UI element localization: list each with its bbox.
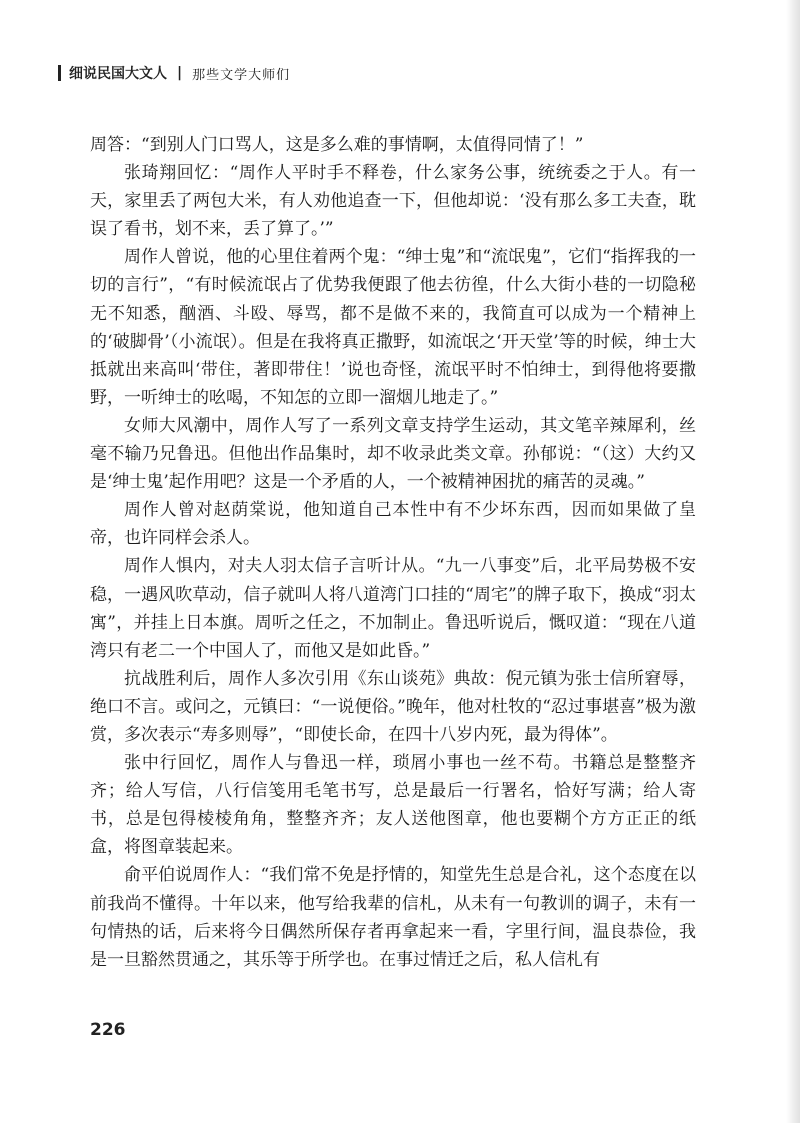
book-title: 细说民国大文人 xyxy=(69,66,167,82)
paragraph-continuation: 周答：“到别人门口骂人，这是多么难的事情啊，太值得同情了！” xyxy=(90,135,584,155)
page-body xyxy=(90,131,696,974)
paragraph: 周作人曾说，他的心里住着两个鬼：“绅士鬼”和“流氓鬼”，它们“指挥我的一切的言行”，“有时候流氓占了优势我便跟了他去彷徨，什么大街小巷的一切隐秘无不知悉，酗酒、斗殴、辱骂，都不是做不来的，我简直可以成为一个精神上的‘破脚骨’（小流氓）。但是在我将真正撒野，如流氓之‘开天堂’等的时候，绅士大抵就出来高叫‘带住，著即带住！’说也奇怪，流氓平时不怕绅士，到得他将要撒野，一听绅士的吆喝，不知怎的立即一溜烟儿地走了。” xyxy=(90,247,696,408)
paragraph: 俞平伯说周作人：“我们常不免是抒情的，知堂先生总是合礼，这个态度在以前我尚不懂得。十年以来，他写给我辈的信札，从未有一句教训的调子，未有一句情热的话，后来将今日偶然所保存者再拿起来一看，字里行间，温良恭俭，我是一旦豁然贯通之，其乐等于所学也。在事过情迁之后，私人信札有 xyxy=(90,865,696,970)
header-separator: | xyxy=(177,65,183,81)
book-subtitle: 那些文学大师们 xyxy=(192,67,291,83)
header-bar xyxy=(58,65,61,81)
paragraph: 张琦翔回忆：“周作人平时手不释卷，什么家务公事，统统委之于人。有一天，家里丢了两包大米，有人劝他追查一下，但他却说：‘没有那么多工夫查，耽误了看书，划不来，丢了算了。’” xyxy=(90,163,696,240)
paragraph: 周作人惧内，对夫人羽太信子言听计从。“九一八事变”后，北平局势极不安稳，一遇风吹草动，信子就叫人将八道湾门口挂的“周宅”的牌子取下，换成“羽太寓”，并挂上日本旗。周听之任之，不加制止。鲁迅听说后，慨叹道：“现在八道湾只有老二一个中国人了，而他又是如此昏。” xyxy=(90,556,696,661)
paragraph: 女师大风潮中，周作人写了一系列文章支持学生运动，其文笔辛辣犀利，丝毫不输乃兄鲁迅。但他出作品集时，却不收录此类文章。孙郁说：“（这）大约又是‘绅士鬼’起作用吧？这是一个矛盾的人，一个被精神困扰的痛苦的灵魂。” xyxy=(90,415,696,493)
page-edge-shadow xyxy=(786,0,800,1123)
paragraph: 张中行回忆，周作人与鲁迅一样，琐屑小事也一丝不苟。书籍总是整整齐齐；给人写信，八行信笺用毛笔书写，总是最后一行署名，恰好写满；给人寄书，总是包得棱棱角角，整整齐齐；友人送他图章，他也要糊个方方正正的纸盒，将图章装起来。 xyxy=(90,753,696,858)
running-header xyxy=(58,62,290,84)
paragraph: 抗战胜利后，周作人多次引用《东山谈苑》典故：倪元镇为张士信所窘辱，绝口不言。或问之，元镇曰：“一说便俗。”晚年，他对杜牧的“忍过事堪喜”极为激赏，多次表示“寿多则辱”，“即使长命，在四十八岁内死，最为得体”。 xyxy=(90,668,696,745)
paragraph: 周作人曾对赵荫棠说，他知道自己本性中有不少坏东西，因而如果做了皇帝，也许同样会杀人。 xyxy=(90,500,696,549)
page-number: 226 xyxy=(90,1020,126,1040)
